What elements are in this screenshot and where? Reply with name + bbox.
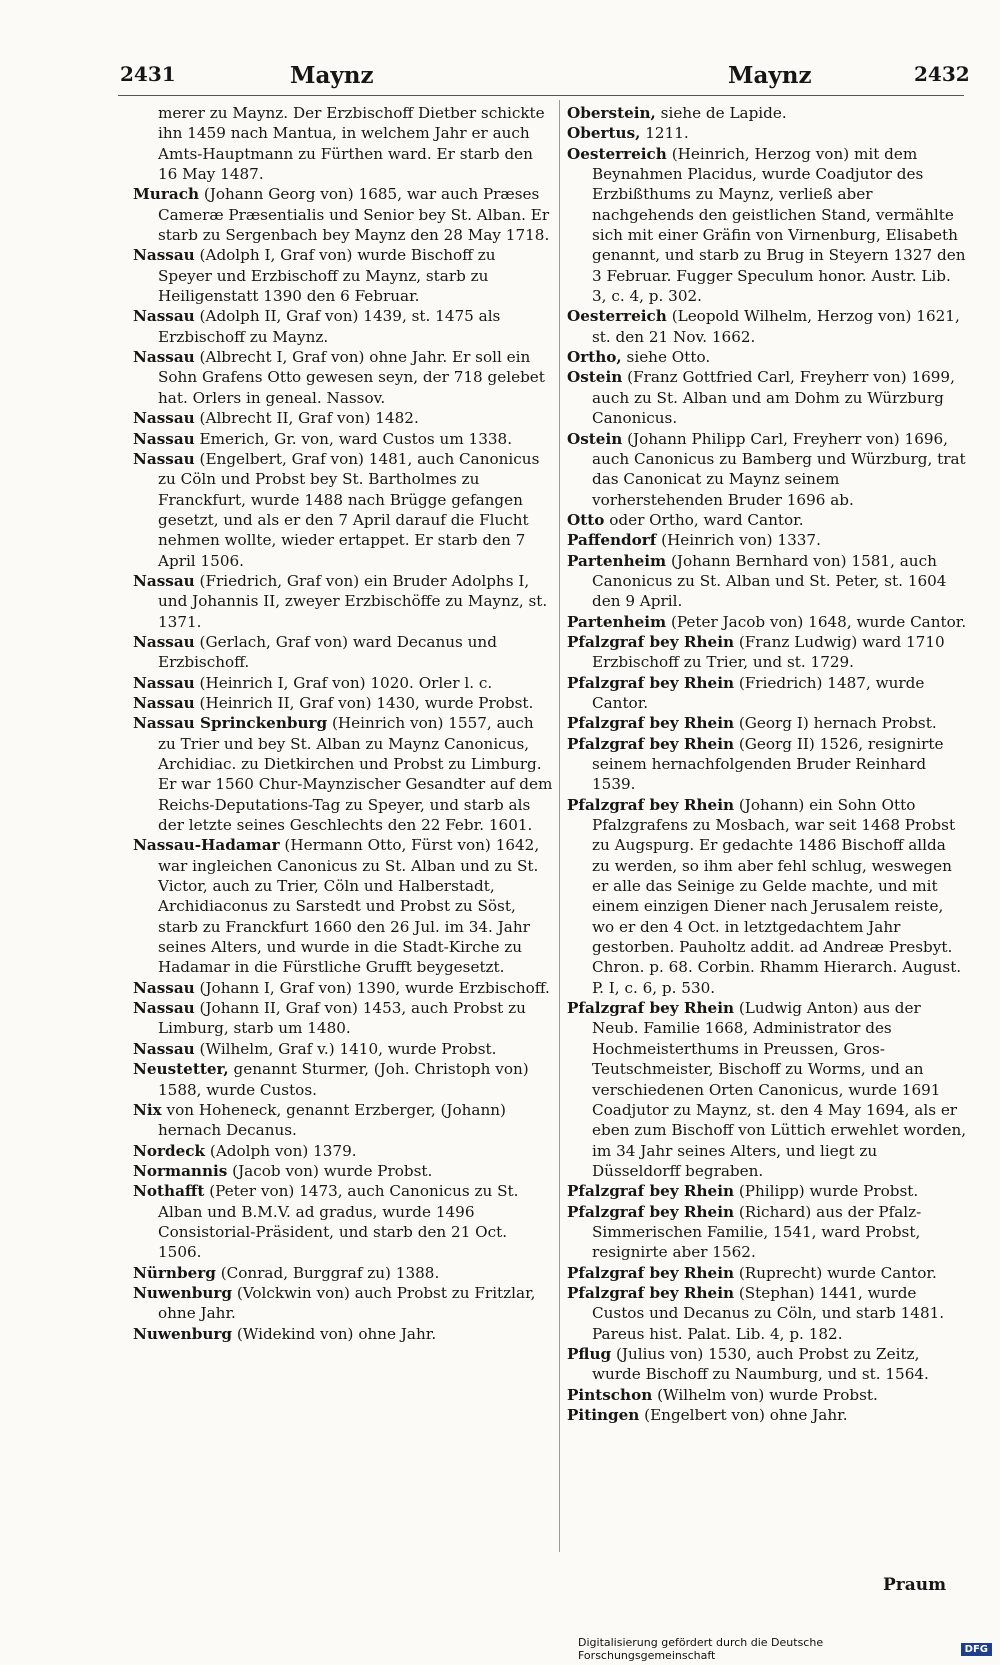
entry-headword: Pfalzgraf bey Rhein (567, 795, 735, 814)
entry-text: (Johann II, Graf von) 1453, auch Probst zu Limburg, starb um 1480. (158, 999, 526, 1038)
entry (133, 408, 553, 428)
entry-headword: Oesterreich (567, 307, 667, 326)
entry-headword: Normannis (133, 1161, 228, 1180)
entry (133, 245, 553, 306)
dfg-logo: DFG (961, 1643, 992, 1656)
entry (133, 978, 553, 998)
entry-headword: Nothafft (133, 1182, 205, 1201)
entry-text: (Georg I) hernach Probst. (738, 714, 937, 733)
entry-text: (Johann Georg von) 1685, war auch Præses Cameræ Præsentialis und Senior bey St. Alban. Er starb zu Sergenbach bey Maynz den 28 May 1718. (158, 185, 550, 245)
entry (133, 998, 553, 1039)
entry (567, 123, 967, 143)
entry (133, 1263, 553, 1283)
entry-text: (Heinrich II, Graf von) 1430, wurde Probst. (199, 693, 534, 712)
right-page-number: 2432 (914, 62, 970, 86)
entry (133, 306, 553, 347)
entry-headword: Paffendorf (567, 531, 657, 550)
entry-text: (Volckwin von) auch Probst zu Fritzlar, ohne Jahr. (158, 1283, 536, 1323)
entry (133, 1141, 553, 1161)
entry (567, 551, 967, 612)
entry-text: (Johann) ein Sohn Otto Pfalzgrafens zu Mosbach, war seit 1468 Probst zu Augspurg. Er gedachte 1486 Bischoff allda zu werden, so ihm aber fehl schlug, weswegen er alle das Seinige zu Gelde machte, und mit einem einzigen Diener nach Jerusalem reiste, wo er den 4 Oct. in letztgedachtem Jahr gestorben. Pauholtz addit. ad Andreæ Presbyt. Chron. p. 68. Corbin. Rhamm Hierarch. August. P. I, c. 6, p. 530. (592, 795, 962, 997)
entry (567, 673, 967, 714)
header-rule (118, 95, 964, 96)
entry (567, 1181, 967, 1201)
entry-headword: Nassau (133, 449, 195, 468)
entry-headword: Nassau (133, 307, 195, 326)
entry-headword: Oberstein, (567, 104, 656, 122)
entry-text: (Philipp) wurde Probst. (738, 1182, 919, 1201)
entry (567, 1202, 967, 1263)
entry-text: (Franz Ludwig) ward 1710 Erzbischoff zu Trier, und st. 1729. (592, 632, 945, 672)
entry (133, 449, 553, 571)
entry-headword: Nassau (133, 632, 195, 651)
entry (133, 103, 553, 184)
entry-headword: Nassau (133, 999, 195, 1018)
entry (567, 347, 967, 367)
entry-headword: Pfalzgraf bey Rhein (567, 734, 735, 753)
footer (578, 1636, 992, 1662)
entry-text: (Stephan) 1441, wurde Custos und Decanus zu Cöln, und starb 1481. Pareus hist. Palat. Lib. 4, p. 182. (592, 1283, 945, 1343)
entry-headword: Nassau (133, 978, 195, 997)
entry-headword: Pintschon (567, 1385, 653, 1404)
left-column (133, 103, 553, 1344)
entry-headword: Nassau (133, 348, 195, 367)
entry-headword: Nassau-Hadamar (133, 836, 280, 855)
entry-text: (Johann Philipp Carl, Freyherr von) 1696, auch Canonicus zu Bamberg und Würzburg, trat das Canonicat zu Maynz seinem vorherstehenden Bruder 1696 ab. (592, 429, 966, 509)
entry-headword: Partenheim (567, 551, 667, 570)
entry-headword: Obertus, (567, 124, 641, 143)
entry-text: (Adolph I, Graf von) wurde Bischoff zu Speyer und Erzbischoff zu Maynz, starb zu Heiligenstatt 1390 den 6 Februar. (158, 246, 496, 306)
entry-text: (Jacob von) wurde Probst. (232, 1161, 433, 1180)
entry-text: merer zu Maynz. Der Erzbischoff Dietber schickte ihn 1459 nach Mantua, in welchem Jahr er auch Amts-Hauptmann zu Fürthen ward. Er starb den 16 May 1487. (158, 104, 545, 184)
entry-headword: Pfalzgraf bey Rhein (567, 714, 735, 733)
catchword: Praum (883, 1575, 947, 1595)
entry-text: (Peter von) 1473, auch Canonicus zu St. Alban und B.M.V. ad gradus, wurde 1496 Consistorial-Präsident, und starb den 21 Oct. 1506. (158, 1182, 519, 1262)
entry-text: 1211. (645, 124, 689, 143)
entry (567, 367, 967, 428)
entry-headword: Nürnberg (133, 1263, 216, 1282)
entry-text: (Peter Jacob von) 1648, wurde Cantor. (670, 612, 967, 631)
entry-headword: Pfalzgraf bey Rhein (567, 632, 735, 651)
entry-headword: Ostein (567, 429, 623, 448)
entry-headword: Ortho, (567, 348, 622, 367)
entry-headword: Otto (567, 510, 605, 529)
entry (567, 795, 967, 998)
entry-text: (Engelbert, Graf von) 1481, auch Canonicus zu Cöln und Probst bey St. Bartholmes zu Franckfurt, wurde 1488 nach Brügge gefangen gesetzt, und als er den 7 April darauf die Flucht nehmen wollte, wieder ertappet. Er starb den 7 April 1506. (158, 449, 540, 570)
entry-text: (Franz Gottfried Carl, Freyherr von) 1699, auch zu St. Alban und am Dohm zu Würzburg Canonicus. (592, 368, 955, 428)
entry (133, 693, 553, 713)
entry (567, 144, 967, 307)
entry-headword: Nassau Sprinckenburg (133, 714, 328, 733)
entry-text: genannt Sturmer, (Joh. Christoph von) 1588, wurde Custos. (158, 1060, 529, 1099)
entry-headword: Nassau (133, 409, 195, 428)
entry-text: (Heinrich von) 1337. (661, 531, 821, 550)
entry-headword: Nordeck (133, 1141, 206, 1160)
entry (133, 1039, 553, 1059)
entry-text: (Adolph II, Graf von) 1439, st. 1475 als Erzbischoff zu Maynz. (158, 307, 501, 346)
entry-headword: Pflug (567, 1344, 612, 1363)
column-divider (559, 100, 560, 1552)
entry (567, 103, 967, 123)
entry-text: (Adolph von) 1379. (209, 1141, 357, 1160)
entry-headword: Pfalzgraf bey Rhein (567, 999, 735, 1018)
entry-headword: Nuwenburg (133, 1324, 232, 1343)
entry-text: (Ruprecht) wurde Cantor. (738, 1263, 937, 1282)
entry-headword: Neustetter, (133, 1060, 229, 1079)
entry-headword: Murach (133, 185, 199, 204)
entry-text: (Johann Bernhard von) 1581, auch Canonicus zu St. Alban und St. Peter, st. 1604 den 9 April. (592, 551, 947, 611)
footer-text: Digitalisierung gefördert durch die Deutsche Forschungsgemeinschaft (578, 1636, 824, 1662)
entry (567, 632, 967, 673)
entry (133, 673, 553, 693)
entry-headword: Nassau (133, 246, 195, 265)
entry-text: (Conrad, Burggraf zu) 1388. (220, 1263, 440, 1282)
entry (133, 713, 553, 835)
entry-text: (Johann I, Graf von) 1390, wurde Erzbischoff. (199, 978, 550, 997)
entry (133, 1059, 553, 1100)
entry-headword: Nassau (133, 693, 195, 712)
entry-headword: Pitingen (567, 1406, 640, 1424)
right-column (567, 103, 967, 1425)
entry (133, 1181, 553, 1262)
entry (567, 713, 967, 733)
entry (567, 429, 967, 510)
entry-text: siehe Otto. (626, 348, 711, 367)
entry (567, 510, 967, 530)
entry-text: von Hoheneck, genannt Erzberger, (Johann) hernach Decanus. (158, 1100, 506, 1140)
entry-headword: Nix (133, 1100, 162, 1119)
entry (133, 347, 553, 408)
entry-headword: Oesterreich (567, 144, 667, 163)
entry (133, 632, 553, 673)
entry (567, 530, 967, 550)
entry (133, 429, 553, 449)
entry (567, 734, 967, 795)
entry-headword: Nassau (133, 673, 195, 692)
entry (133, 571, 553, 632)
entry-text: oder Ortho, ward Cantor. (609, 510, 804, 529)
entry-text: (Hermann Otto, Fürst von) 1642, war ingleichen Canonicus zu St. Alban und zu St. Victor, auch zu Trier, Cöln und Halberstadt, Archidiaconus zu Sarstedt und Probst zu Söst, starb zu Franckfurt 1660 den 26 Jul. im 34. Jahr seines Alters, und wurde in die Stadt-Kirche zu Hadamar in die Fürstliche Grufft beygesetzt. (158, 836, 540, 977)
entry (567, 612, 967, 632)
entry (567, 998, 967, 1181)
entry-text: (Heinrich, Herzog von) mit dem Beynahmen Placidus, wurde Coadjutor des Erzbißthums zu Maynz, verließ aber nachgehends den geistlichen Stand, vermählte sich mit einer Gräfin von Virnenburg, Elisabeth genannt, und starb zu Brug in Steyern 1327 den 3 Februar. Fugger Speculum honor. Austr. Lib. 3, c. 4, p. 302. (592, 144, 966, 306)
entry-text: (Friedrich, Graf von) ein Bruder Adolphs I, und Johannis II, zweyer Erzbischöffe zu Maynz, st. 1371. (158, 571, 548, 631)
entry-text: (Heinrich I, Graf von) 1020. Orler l. c. (199, 673, 493, 692)
entry-text: siehe de Lapide. (660, 104, 787, 122)
entry (133, 1324, 553, 1344)
entry-text: (Engelbert von) ohne Jahr. (644, 1406, 848, 1424)
entry-headword: Pfalzgraf bey Rhein (567, 1263, 735, 1282)
entry-text: (Widekind von) ohne Jahr. (236, 1324, 437, 1343)
entry-text: (Wilhelm, Graf v.) 1410, wurde Probst. (199, 1039, 497, 1058)
entry (567, 1283, 967, 1344)
entry-text: (Wilhelm von) wurde Probst. (657, 1385, 878, 1404)
entry (133, 835, 553, 977)
entry-headword: Nassau (133, 1039, 195, 1058)
entry (133, 1161, 553, 1181)
entry-text: (Georg II) 1526, resignirte seinem hernachfolgenden Bruder Reinhard 1539. (592, 734, 944, 794)
entry-headword: Pfalzgraf bey Rhein (567, 1283, 735, 1302)
entry (133, 1283, 553, 1324)
entry (567, 1263, 967, 1283)
left-page-number: 2431 (120, 62, 176, 86)
entry (133, 184, 553, 245)
entry (567, 1385, 967, 1405)
entry-text: (Richard) aus der Pfalz-Simmerischen Familie, 1541, ward Probst, resignirte aber 1562. (592, 1202, 922, 1262)
entry-text: (Ludwig Anton) aus der Neub. Familie 1668, Administrator des Hochmeisterthums in Preussen, Gros-Teutschmeister, Bischoff zu Worms, und an verschiedenen Orten Canonicus, wurde 1691 Coadjutor zu Maynz, st. den 4 May 1694, als er eben zum Bischoff von Lüttich erwehlet worden, im 34 Jahr seines Alters, und liegt zu Düsseldorff begraben. (592, 999, 967, 1180)
entry (567, 306, 967, 347)
entry-text: (Julius von) 1530, auch Probst zu Zeitz, wurde Bischoff zu Naumburg, und st. 1564. (592, 1344, 929, 1384)
left-running-head: Maynz (290, 62, 374, 89)
entry-headword: Nassau (133, 429, 195, 448)
entry-headword: Nuwenburg (133, 1283, 232, 1302)
entry-text: (Friedrich) 1487, wurde Cantor. (592, 673, 925, 712)
entry-text: (Albrecht II, Graf von) 1482. (199, 409, 419, 428)
entry-text: Emerich, Gr. von, ward Custos um 1338. (199, 429, 513, 448)
entry-headword: Pfalzgraf bey Rhein (567, 1182, 735, 1201)
entry-headword: Ostein (567, 368, 623, 387)
entry (133, 1100, 553, 1141)
entry-text: (Gerlach, Graf von) ward Decanus und Erzbischoff. (158, 632, 497, 672)
entry-text: (Leopold Wilhelm, Herzog von) 1621, st. den 21 Nov. 1662. (592, 307, 960, 346)
entry-text: (Albrecht I, Graf von) ohne Jahr. Er soll ein Sohn Grafens Otto gewesen seyn, der 718 gelebet hat. Orlers in geneal. Nassov. (158, 348, 545, 407)
entry-text: (Heinrich von) 1557, auch zu Trier und bey St. Alban zu Maynz Canonicus, Archidiac. zu Dietkirchen und Probst zu Limburg. Er war 1560 Chur-Maynzischer Gesandter auf dem Reichs-Deputations-Tag zu Speyer, und starb als der letzte seines Geschlechts den 22 Febr. 1601. (158, 714, 553, 835)
entry-headword: Nassau (133, 571, 195, 590)
entry-headword: Pfalzgraf bey Rhein (567, 673, 735, 692)
right-running-head: Maynz (728, 62, 812, 89)
entry-headword: Partenheim (567, 612, 667, 631)
entry (567, 1344, 967, 1385)
entry-headword: Pfalzgraf bey Rhein (567, 1202, 735, 1221)
entry (567, 1405, 967, 1425)
